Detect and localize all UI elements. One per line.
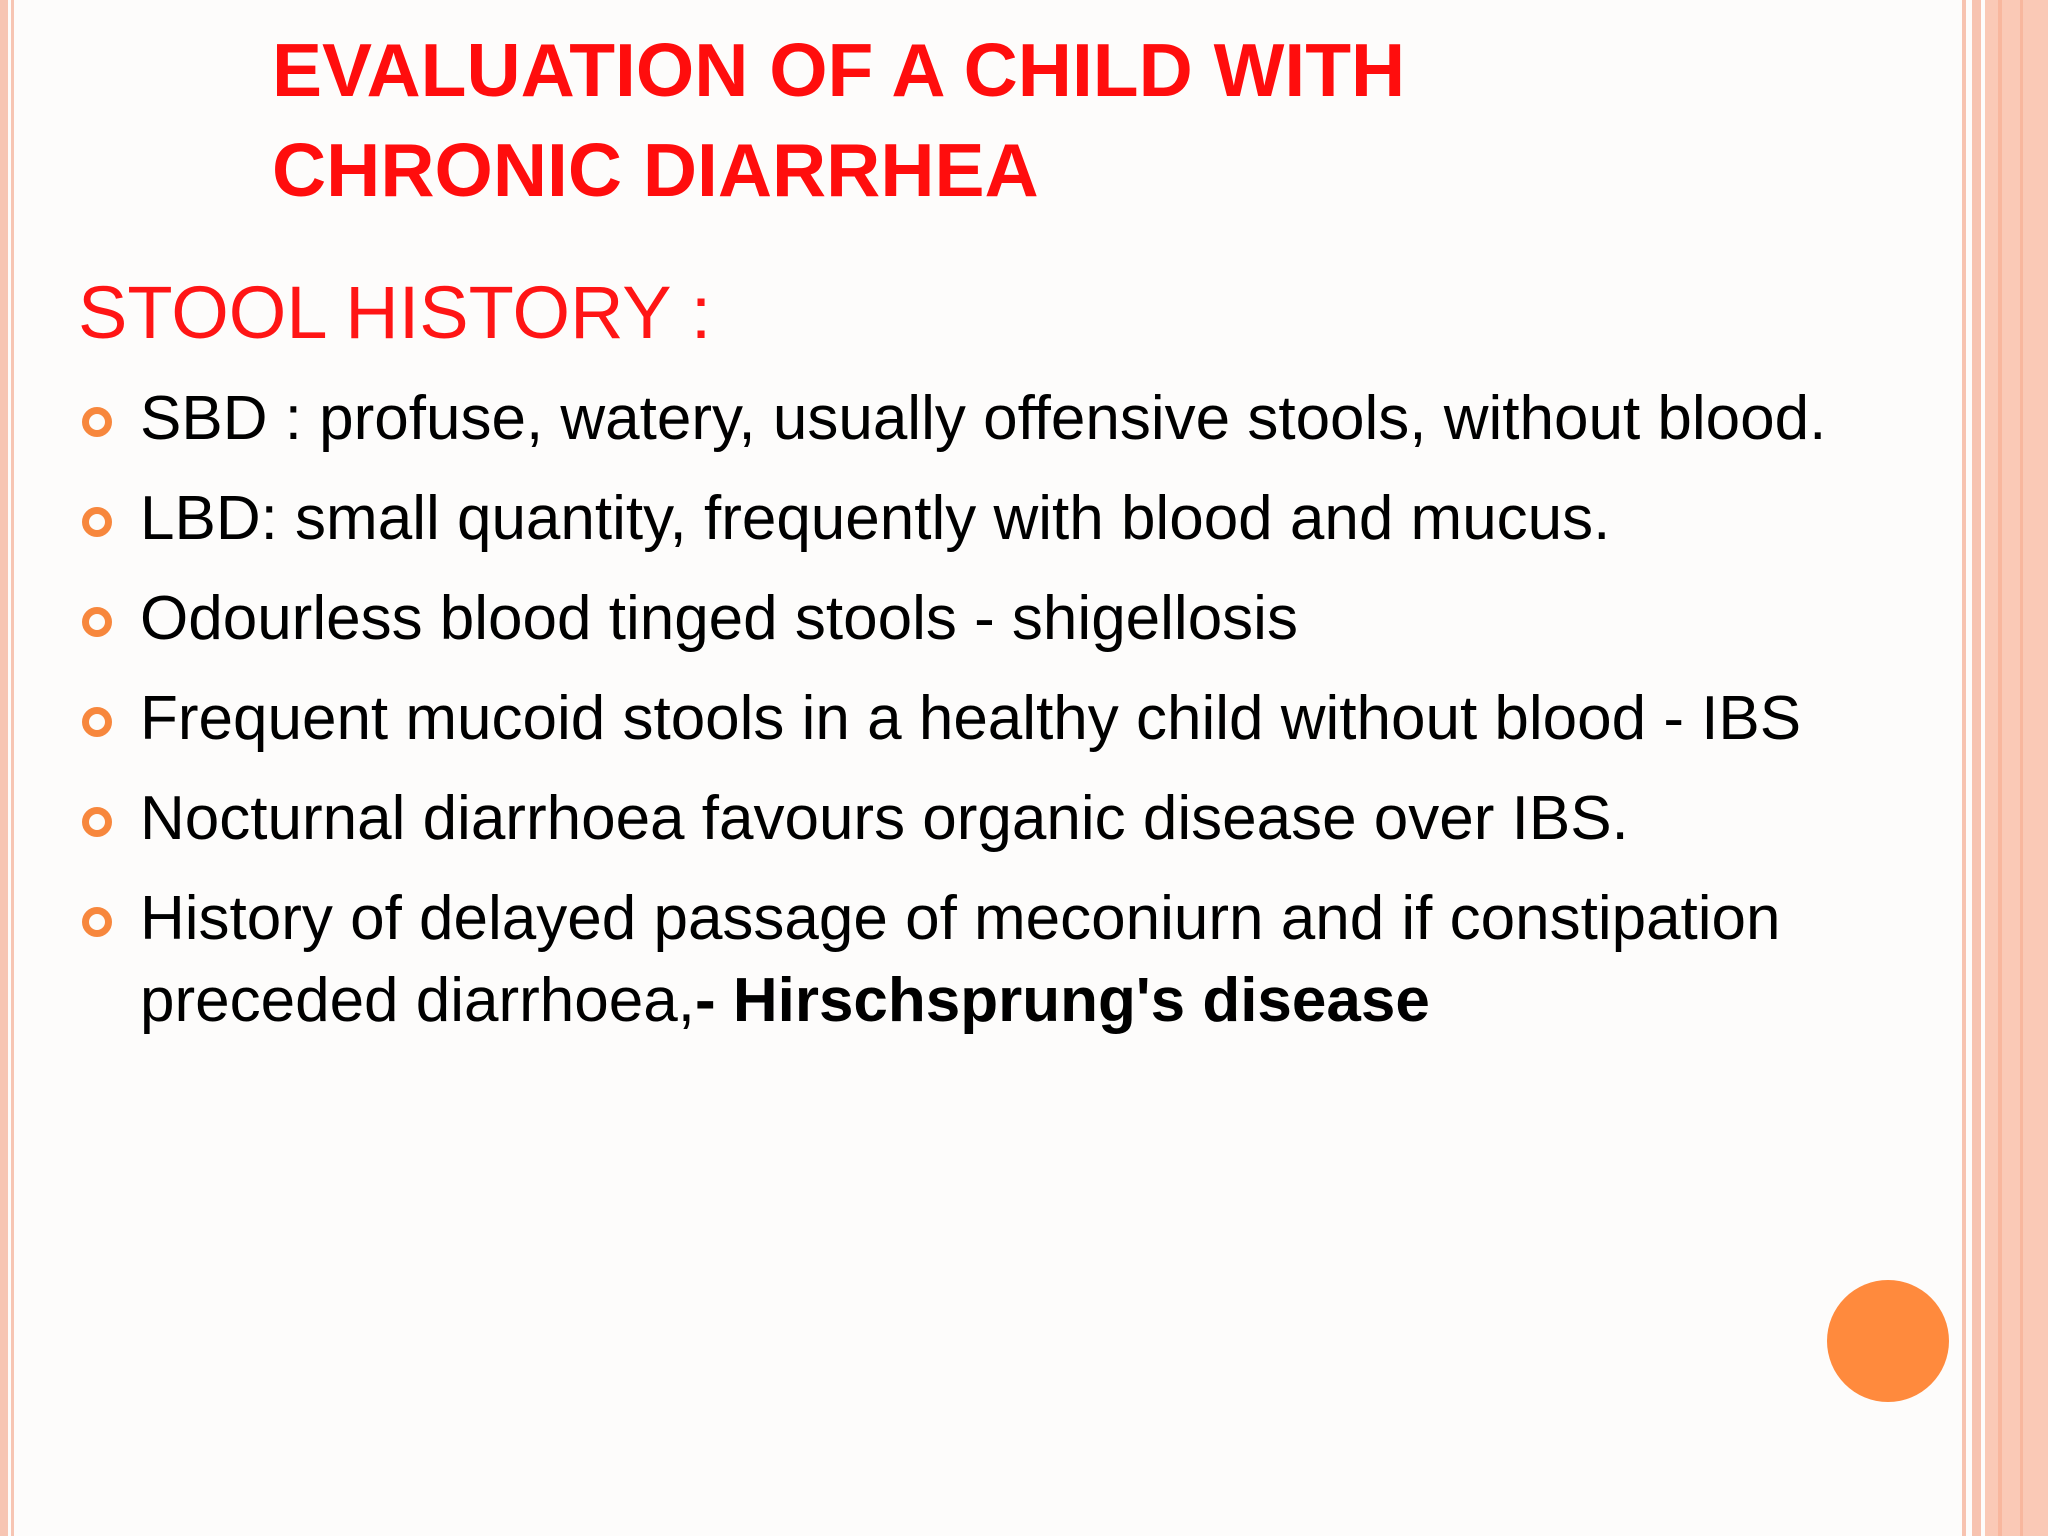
right-border-stripe-1 [1962, 0, 1966, 1536]
bullet-item-nocturnal [80, 778, 1860, 860]
bullet-icon [82, 907, 112, 937]
section-heading: STOOL HISTORY : [78, 271, 712, 354]
bullet-icon [82, 507, 112, 537]
bullet-icon [82, 407, 112, 437]
bullet-item-ibs [80, 678, 1860, 760]
bullet-text: History of delayed passage of meconiurn and if constipation preceded diarrhoea, [140, 884, 1781, 1035]
right-border-band [1985, 0, 2048, 1536]
bullet-icon [82, 707, 112, 737]
bullet-list [80, 378, 1860, 1060]
bullet-icon [82, 807, 112, 837]
right-border-stripe-3 [1998, 0, 2002, 1536]
bullet-text: Frequent mucoid stools in a healthy child without blood - IBS [140, 684, 1802, 753]
right-border-stripe-2 [1972, 0, 1981, 1536]
right-border-stripe-4 [2020, 0, 2023, 1536]
bullet-item-lbd [80, 478, 1860, 560]
left-border-stripe [0, 0, 8, 1536]
bullet-bold-text: - Hirschsprung's disease [694, 966, 1430, 1035]
orange-circle-decoration [1827, 1280, 1949, 1402]
slide-title: EVALUATION OF A CHILD WITH CHRONIC DIARRHEA [272, 28, 1406, 212]
bullet-text: Odourless blood tinged stools - shigellosis [140, 584, 1298, 653]
bullet-item-shigellosis [80, 578, 1860, 660]
left-border-thin-stripe [11, 0, 14, 1536]
bullet-text: LBD: small quantity, frequently with blood and mucus. [140, 484, 1611, 553]
bullet-text: SBD : profuse, watery, usually offensive stools, without blood. [140, 384, 1827, 453]
bullet-icon [82, 607, 112, 637]
bullet-item-hirschsprung [80, 878, 1860, 1042]
bullet-text: Nocturnal diarrhoea favours organic disease over IBS. [140, 784, 1629, 853]
bullet-item-sbd [80, 378, 1860, 460]
